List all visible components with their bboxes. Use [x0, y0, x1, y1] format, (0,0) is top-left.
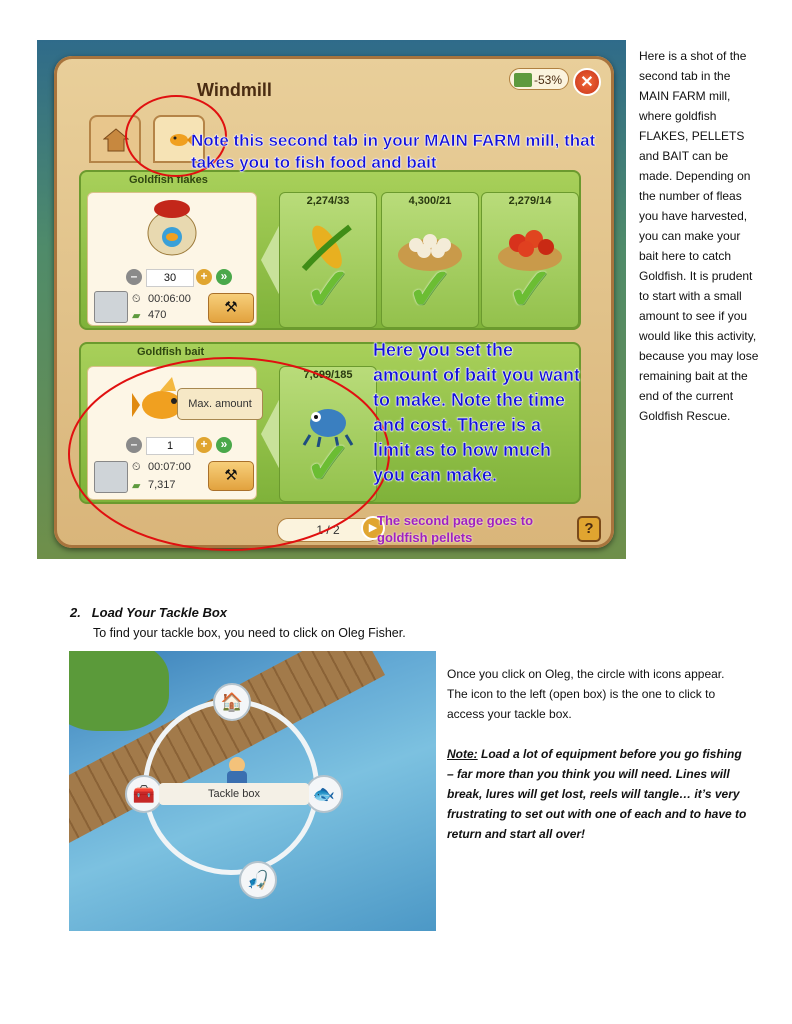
production-cost: 470 — [148, 309, 167, 321]
step-heading — [70, 605, 227, 620]
clock-icon: ⏲ — [132, 293, 141, 305]
note-label: Note: — [447, 747, 478, 761]
quantity-field[interactable]: 30 — [146, 269, 194, 287]
money-icon: ▰ — [132, 480, 141, 492]
bait-annotation: Here you set the amount of bait you want to make. Note the time and cost. There is a limit as to how much you can make. — [373, 340, 580, 485]
tackle-box-label: Tackle box — [159, 783, 309, 805]
decrease-button[interactable]: – — [126, 269, 142, 285]
fish-icon[interactable]: 🐟 — [305, 775, 343, 813]
check-icon: ✓ — [304, 257, 353, 322]
clock-icon: ⏲ — [132, 461, 141, 473]
check-icon: ✓ — [406, 257, 455, 322]
step-title: Load Your Tackle Box — [91, 605, 228, 620]
side-text-1: Here is a shot of the second tab in the MAIN FARM mill, where goldfish FLAKES, PELLETS and BAIT can be made. Depending on the number of fleas you have harvested, you can make your bait here to catch Goldfish. It is prudent to start with a small amount to see if you would like this activity, because you may lose remaining bait at the end of the current Goldfish Rescue. — [639, 49, 759, 423]
fishing-rod-icon[interactable]: 🎣 — [239, 861, 277, 899]
play-icon: ▶ — [368, 522, 378, 534]
section-title: Goldfish flakes — [129, 174, 208, 186]
ingredient-count: 4,300/21 — [408, 195, 452, 207]
page-annotation: The second page goes to goldfish pellets — [377, 513, 534, 545]
note-paragraph — [447, 744, 747, 844]
increase-button[interactable]: + — [196, 437, 212, 453]
max-button[interactable]: » — [216, 437, 232, 453]
side-text-2: Once you click on Oleg, the circle with icons appear. The icon to the left (open box) is the one to click to access your tackle box. — [447, 667, 725, 721]
close-button[interactable]: ✕ — [573, 68, 601, 96]
step-text: To find your tackle box, you need to click on Oleg Fisher. — [93, 626, 406, 640]
tab-annotation: Note this second tab in your MAIN FARM mill, that takes you to fish food and bait — [191, 131, 596, 172]
max-button[interactable]: » — [216, 269, 232, 285]
increase-button[interactable]: + — [196, 269, 212, 285]
percent-value: -53% — [533, 73, 562, 87]
window-title: Windmill — [197, 80, 272, 100]
production-time: 00:07:00 — [148, 461, 191, 473]
question-icon: ? — [584, 520, 594, 537]
island-land — [69, 651, 169, 731]
decrease-button[interactable]: – — [126, 437, 142, 453]
quantity-field[interactable]: 1 — [146, 437, 194, 455]
hammer-icon: ⚒ — [224, 299, 238, 316]
ingredient-count: 2,274/33 — [306, 195, 350, 207]
tackle-box-screenshot — [69, 651, 436, 931]
tackle-box-icon[interactable]: 🧰 — [125, 775, 163, 813]
windmill-screenshot — [37, 40, 626, 559]
production-cost: 7,317 — [148, 479, 176, 491]
production-time: 00:06:00 — [148, 293, 191, 305]
check-icon: ✓ — [304, 431, 353, 496]
bait-circle — [69, 358, 389, 550]
check-icon: ✓ — [506, 257, 555, 322]
money-icon: ▰ — [132, 310, 141, 322]
ingredient-count: 7,699/185 — [303, 369, 353, 381]
page-indicator: 1 / 2 — [277, 518, 379, 542]
ingredient-count: 2,279/14 — [508, 195, 552, 207]
max-amount-tooltip: Max. amount — [177, 388, 263, 420]
hammer-icon: ⚒ — [224, 467, 238, 484]
section-title: Goldfish bait — [137, 346, 205, 358]
shop-icon[interactable]: 🏠 — [213, 683, 251, 721]
note-text: Load a lot of equipment before you go fishing – far more than you think you will need. Lines will break, lures will get lost, reels will tangle… it’s very frustrating to set out with one of each and to have to return and start all over! — [447, 747, 747, 841]
step-number: 2. — [70, 605, 81, 620]
